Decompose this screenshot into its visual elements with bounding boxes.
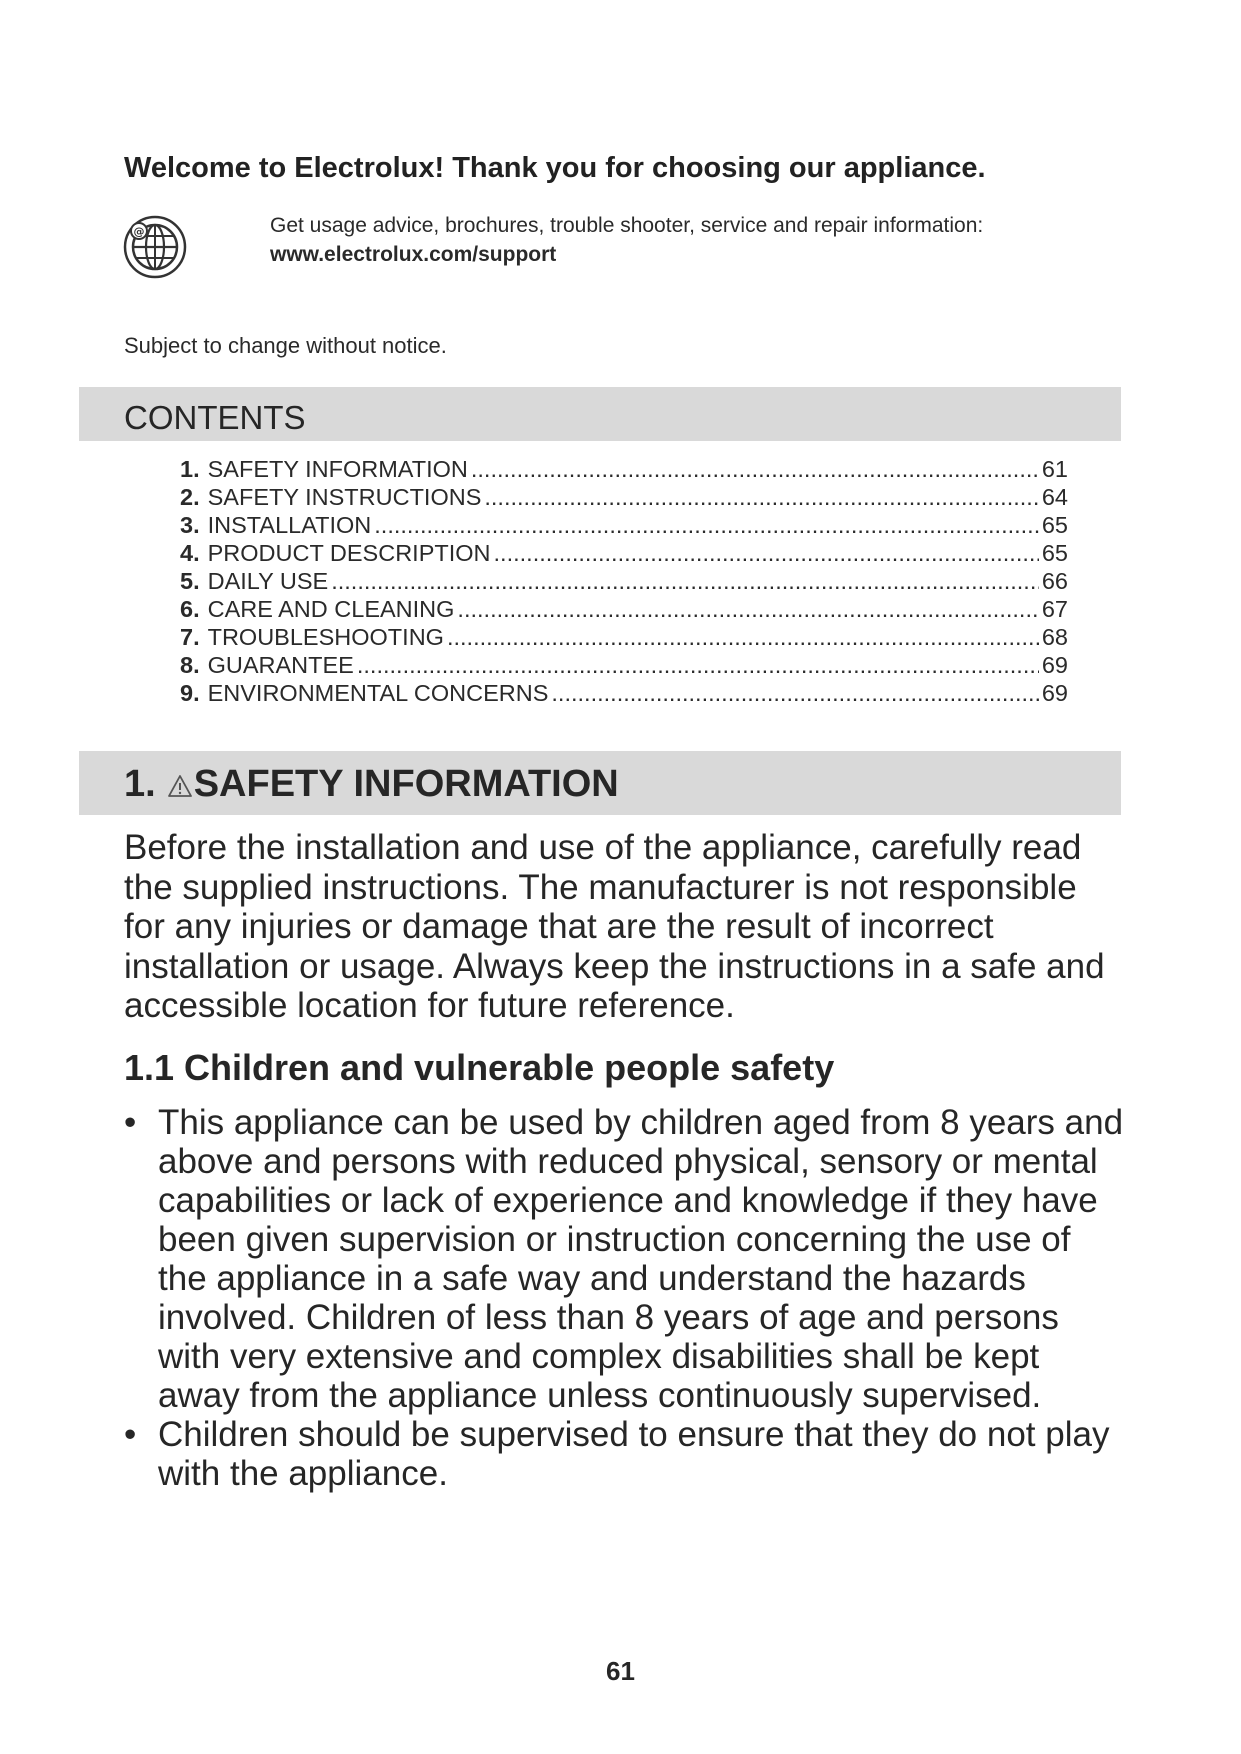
support-link[interactable]: www.electrolux.com/support	[270, 243, 557, 266]
toc-page-number: 61	[1041, 456, 1068, 482]
toc-number: 2.	[180, 484, 200, 510]
toc-leader-dots	[494, 540, 1039, 567]
list-item	[124, 1103, 1124, 1415]
toc-number: 6.	[180, 596, 200, 622]
toc-page-number: 65	[1041, 512, 1068, 538]
toc-entry[interactable]	[180, 680, 1068, 708]
toc-number: 8.	[180, 652, 200, 678]
svg-text:@: @	[133, 225, 145, 238]
bullet-text: Children should be supervised to ensure that they do not play with the appliance.	[158, 1415, 1110, 1493]
toc-number: 5.	[180, 568, 200, 594]
toc-leader-dots	[331, 568, 1039, 595]
contents-title: CONTENTS	[124, 399, 306, 436]
list-item	[124, 1415, 1124, 1493]
toc-leader-dots	[484, 484, 1038, 511]
toc-label: CARE AND CLEANING	[207, 596, 455, 622]
toc-label: TROUBLESHOOTING	[207, 624, 444, 650]
toc-leader-dots	[447, 624, 1039, 651]
toc-leader-dots	[374, 512, 1039, 539]
toc-entry[interactable]	[180, 456, 1068, 484]
support-description: Get usage advice, brochures, trouble shooter, service and repair information:	[270, 214, 984, 237]
toc-page-number: 66	[1041, 568, 1068, 594]
toc-label: SAFETY INFORMATION	[207, 456, 468, 482]
intro-paragraph: Before the installation and use of the appliance, carefully read the supplied instructions. The manufacturer is not responsible for any injuries or damage that are the result of incorrect installation or usage. Always keep the instructions in a safe and accessible location for future reference.	[124, 828, 1105, 1025]
section-title	[124, 763, 619, 806]
section-title-text: SAFETY INFORMATION	[193, 763, 619, 805]
page-number: 61	[606, 1656, 635, 1686]
warning-triangle-icon	[168, 774, 192, 798]
change-notice: Subject to change without notice.	[124, 333, 447, 358]
welcome-heading: Welcome to Electrolux! Thank you for choosing our appliance.	[124, 152, 986, 184]
toc-label: PRODUCT DESCRIPTION	[207, 540, 491, 566]
toc-entry[interactable]	[180, 568, 1068, 596]
table-of-contents	[180, 456, 1068, 708]
toc-entry[interactable]	[180, 540, 1068, 568]
subsection-heading: 1.1 Children and vulnerable people safety	[124, 1047, 835, 1088]
toc-label: SAFETY INSTRUCTIONS	[207, 484, 482, 510]
section-number: 1.	[124, 763, 156, 805]
toc-number: 9.	[180, 680, 200, 706]
toc-label: GUARANTEE	[207, 652, 354, 678]
globe-at-icon	[122, 214, 188, 280]
toc-label: INSTALLATION	[207, 512, 372, 538]
toc-leader-dots	[457, 596, 1038, 623]
toc-page-number: 67	[1041, 596, 1068, 622]
toc-number: 4.	[180, 540, 200, 566]
toc-number: 1.	[180, 456, 200, 482]
toc-page-number: 69	[1041, 652, 1068, 678]
toc-number: 3.	[180, 512, 200, 538]
toc-leader-dots	[551, 680, 1038, 707]
bullet-text: This appliance can be used by children aged from 8 years and above and persons with reduced physical, sensory or mental capabilities or lack of experience and knowledge if they have been given supervision or instruction concerning the use of the appliance in a safe way and understand the hazards involved. Children of less than 8 years of age and persons with very extensive and complex disabilities shall be kept away from the appliance unless continuously supervised.	[158, 1103, 1124, 1415]
toc-page-number: 65	[1041, 540, 1068, 566]
contents-header-bar	[79, 387, 1121, 441]
toc-entry[interactable]	[180, 624, 1068, 652]
bullet-marker: •	[124, 1415, 137, 1454]
section-header-bar	[79, 751, 1121, 815]
toc-entry[interactable]	[180, 652, 1068, 680]
toc-label: DAILY USE	[207, 568, 329, 594]
toc-leader-dots	[357, 652, 1039, 679]
toc-entry[interactable]	[180, 512, 1068, 540]
toc-page-number: 68	[1041, 624, 1068, 650]
toc-number: 7.	[180, 624, 200, 650]
safety-bullet-list	[124, 1103, 1124, 1493]
support-info	[270, 211, 983, 269]
toc-label: ENVIRONMENTAL CONCERNS	[207, 680, 549, 706]
toc-leader-dots	[471, 456, 1039, 483]
toc-entry[interactable]	[180, 596, 1068, 624]
toc-entry[interactable]	[180, 484, 1068, 512]
bullet-marker: •	[124, 1103, 137, 1142]
toc-page-number: 64	[1041, 484, 1068, 510]
toc-page-number: 69	[1041, 680, 1068, 706]
